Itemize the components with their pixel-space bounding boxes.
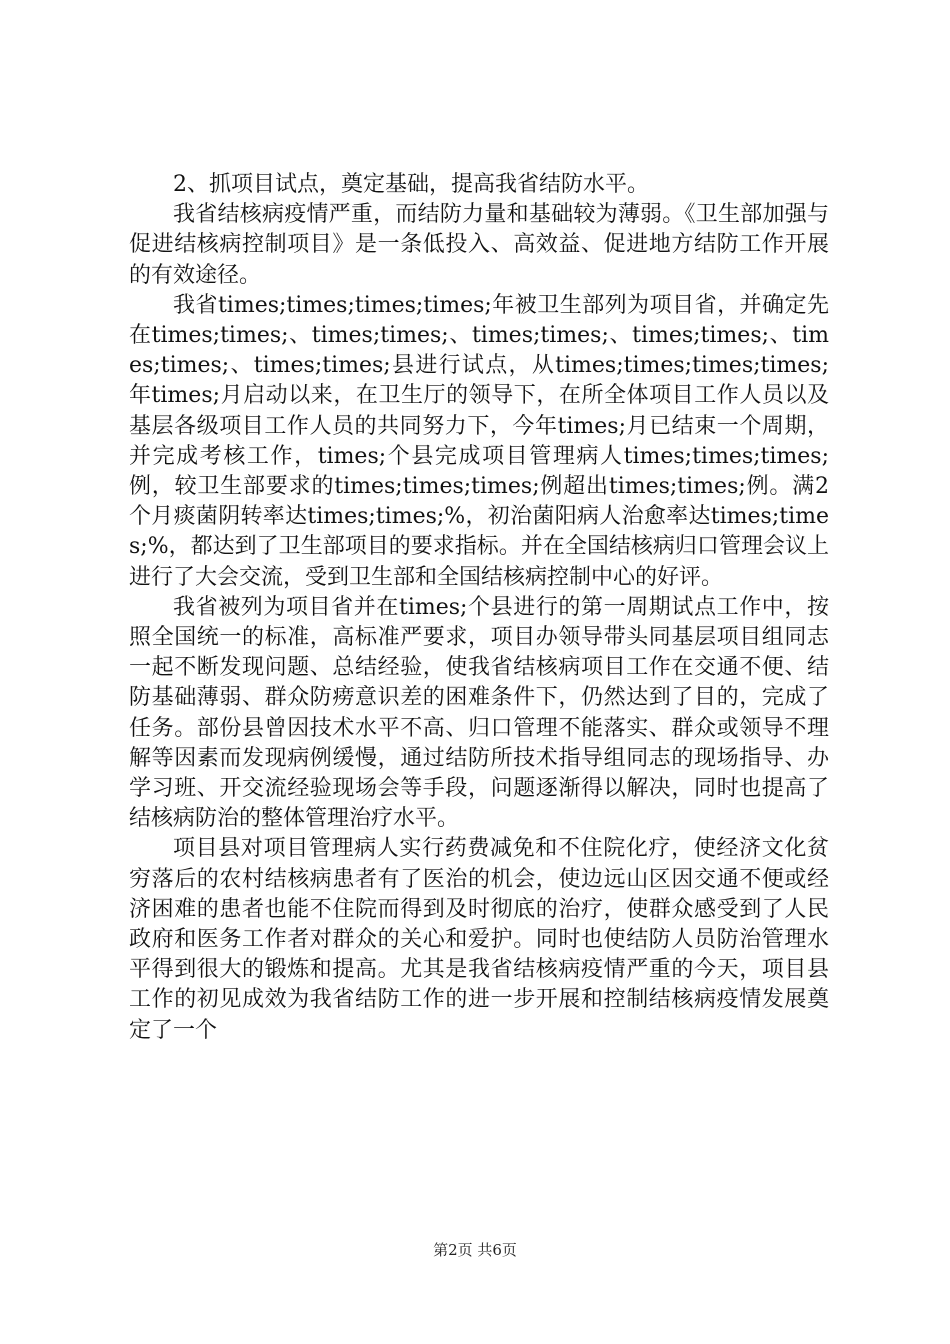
section-heading: 2、抓项目试点，奠定基础，提高我省结防水平。 [173,172,649,197]
paragraph-3: 我省被列为项目省并在times;个县进行的第一周期试点工作中，按照全国统一的标准，高标准严要求，项目办领导带头同基层项目组同志一起不断发现问题、总结经验，使我省结核病项目工作在交通不便、结防基础薄弱、群众防痨意识差的困难条件下，仍然达到了目的，完成了任务。部份县曾因技术水平不高、归口管理不能落实、群众或领导不理解等因素而发现病例缓慢，通过结防所技术指导组同志的现场指导、办学习班、开交流经验现场会等手段，问题逐渐得以解决，同时也提高了结核病防治的整体管理治疗水平。 [129,594,829,832]
document-body [129,170,829,1046]
paragraph-2: 我省times;times;times;times;年被卫生部列为项目省，并确定先在times;times;、times;times;、times;times;、times;times;、times;times;、times;times;县进行试点，从times;times;times;times;年times;月启动以来，在卫生厅的领导下，在所全体项目工作人员以及基层各级项目工作人员的共同努力下，今年times;月已结束一个周期，并完成考核工作，times;个县完成项目管理病人times;times;times;例，较卫生部要求的times;times;times;例超出times;times;例。满2个月痰菌阴转率达times;times;%，初治菌阳病人治愈率达times;times;%，都达到了卫生部项目的要求指标。并在全国结核病归口管理会议上进行了大会交流，受到卫生部和全国结核病控制中心的好评。 [129,292,829,590]
paragraph-4: 项目县对项目管理病人实行药费减免和不住院化疗，使经济文化贫穷落后的农村结核病患者有了医治的机会，使边远山区因交通不便或经济困难的患者也能不住院而得到及时彻底的治疗，使群众感受到了人民政府和医务工作者对群众的关心和爱护。同时也使结防人员防治管理水平得到很大的锻炼和提高。尤其是我省结核病疫情严重的今天，项目县工作的初见成效为我省结防工作的进一步开展和控制结核病疫情发展奠定了一个 [129,836,829,1043]
paragraph-1: 我省结核病疫情严重，而结防力量和基础较为薄弱。《卫生部加强与促进结核病控制项目》是一条低投入、高效益、促进地方结防工作开展的有效途径。 [129,202,829,288]
page-footer: 第2页 共6页 [433,1241,517,1259]
